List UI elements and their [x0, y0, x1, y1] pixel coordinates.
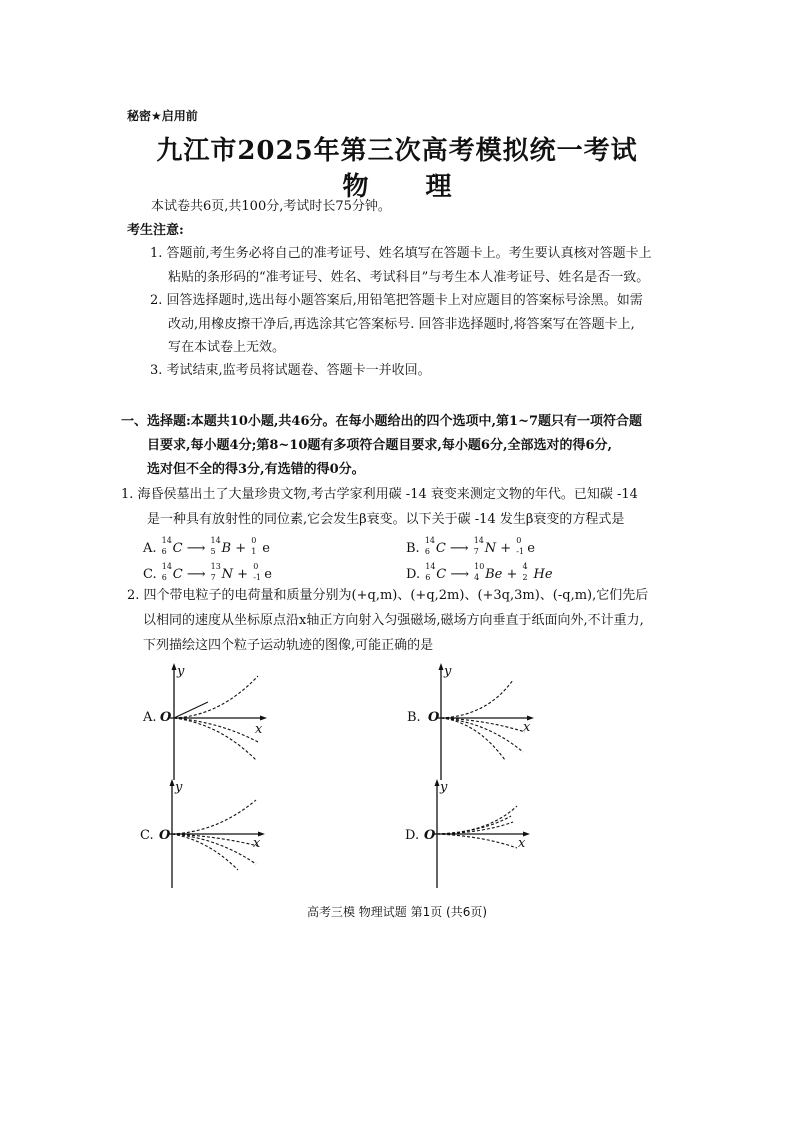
option-label: C. [143, 567, 157, 582]
question-2-text: 2. 四个带电粒子的电荷量和质量分别为(+q,m)、(+q,2m)、(+3q,3m)、(-q,m),它们先后 [127, 588, 649, 603]
trajectory [441, 718, 523, 752]
confidential-mark: 秘密★启用前 [127, 109, 198, 123]
notice-item: 2. 回答选择题时,选出每小题答案后,用铅笔把答题卡上对应题目的答案标号涂黑。如需 [150, 293, 643, 308]
section-heading: 一、选择题:本题共10小题,共46分。在每小题给出的四个选项中,第1~7题只有一项符合题 [121, 414, 643, 429]
trajectory [174, 718, 256, 760]
y-axis-label: y [175, 780, 183, 795]
option-label: B. [406, 541, 420, 556]
section-heading: 选对但不全的得3分,有选错的得0分。 [147, 462, 365, 477]
x-axis-label: x [255, 722, 263, 737]
graph-c [168, 778, 268, 890]
option-d[interactable]: D. 14 6 C ⟶ 10 4 Be + 4 2 He [406, 562, 553, 582]
graph-a [170, 662, 270, 782]
origin-label: O [424, 828, 436, 843]
notice-item: 3. 考试结束,监考员将试题卷、答题卡一并收回。 [150, 363, 431, 378]
y-axis-arrow [435, 779, 440, 786]
graph-d-label[interactable]: D. [405, 828, 420, 843]
notice-heading: 考生注意: [127, 223, 184, 238]
trajectory [441, 680, 513, 718]
question-2-text: 下列描绘这四个粒子运动轨迹的图像,可能正确的是 [143, 638, 434, 653]
notice-item: 1. 答题前,考生务必将自己的准考证号、姓名填写在答题卡上。考生要认真核对答题卡上 [150, 246, 652, 261]
question-1-text: 1. 海昏侯墓出土了大量珍贵文物,考古学家利用碳 -14 衰变来测定文物的年代。已知碳 -14 [121, 487, 638, 502]
option-label: A. [143, 541, 157, 556]
trajectory [172, 834, 256, 864]
page-footer: 高考三模 物理试题 第1页 (共6页) [306, 905, 488, 919]
origin-label: O [159, 828, 171, 843]
notice-item: 粘贴的条形码的“准考证号、姓名、考试科目”与考生本人准考证号、姓名是否一致。 [168, 270, 650, 285]
y-axis-arrow [172, 663, 177, 670]
trajectory [437, 834, 517, 848]
option-label: D. [406, 567, 421, 582]
y-axis-label: y [440, 780, 448, 795]
graph-b-label[interactable]: B. [407, 710, 421, 725]
trajectory [437, 822, 513, 834]
x-axis-label: x [518, 836, 526, 851]
exam-title: 九江市2025年第三次高考模拟统一考试 [156, 136, 638, 166]
x-axis-arrow [523, 832, 530, 837]
graph-c-label[interactable]: C. [140, 828, 154, 843]
question-1-text: 是一种具有放射性的同位素,它会发生β衰变。以下关于碳 -14 发生β衰变的方程式是 [147, 512, 625, 527]
question-2-text: 以相同的速度从坐标原点沿x轴正方向射入匀强磁场,磁场方向垂直于纸面向外,不计重力, [143, 613, 644, 628]
y-axis-arrow [439, 663, 444, 670]
origin-label: O [428, 710, 440, 725]
x-axis-label: x [253, 836, 261, 851]
y-axis-label: y [444, 664, 452, 679]
option-a[interactable]: A. 14 6 C ⟶ 14 5 B + 0 1 e [143, 536, 270, 556]
notice-item: 改动,用橡皮擦干净后,再选涂其它答案标号. 回答非选择题时,将答案写在答题卡上, [168, 317, 635, 332]
option-b[interactable]: B. 14 6 C ⟶ 14 7 N + 0 -1 e [406, 536, 535, 556]
subject-title: 物 理 [342, 172, 452, 202]
graph-b [437, 662, 537, 782]
x-axis-arrow [527, 716, 534, 721]
exam-intro: 本试卷共6页,共100分,考试时长75分钟。 [151, 199, 391, 214]
trajectory [172, 800, 256, 834]
x-axis-arrow [260, 716, 267, 721]
y-axis-label: y [177, 664, 185, 679]
option-c[interactable]: C. 14 6 C ⟶ 13 7 N + 0 -1 e [143, 562, 272, 582]
y-axis-arrow [170, 779, 175, 786]
graph-d [433, 778, 533, 890]
trajectory [437, 806, 517, 834]
trajectory [174, 718, 258, 742]
x-axis-label: x [523, 720, 531, 735]
notice-item: 写在本试卷上无效。 [168, 340, 286, 355]
x-axis-arrow [258, 832, 265, 837]
section-heading: 目要求,每小题4分;第8~10题有多项符合题目要求,每小题6分,全部选对的得6分, [147, 438, 613, 453]
graph-a-label[interactable]: A. [143, 710, 157, 725]
origin-label: O [160, 710, 172, 725]
